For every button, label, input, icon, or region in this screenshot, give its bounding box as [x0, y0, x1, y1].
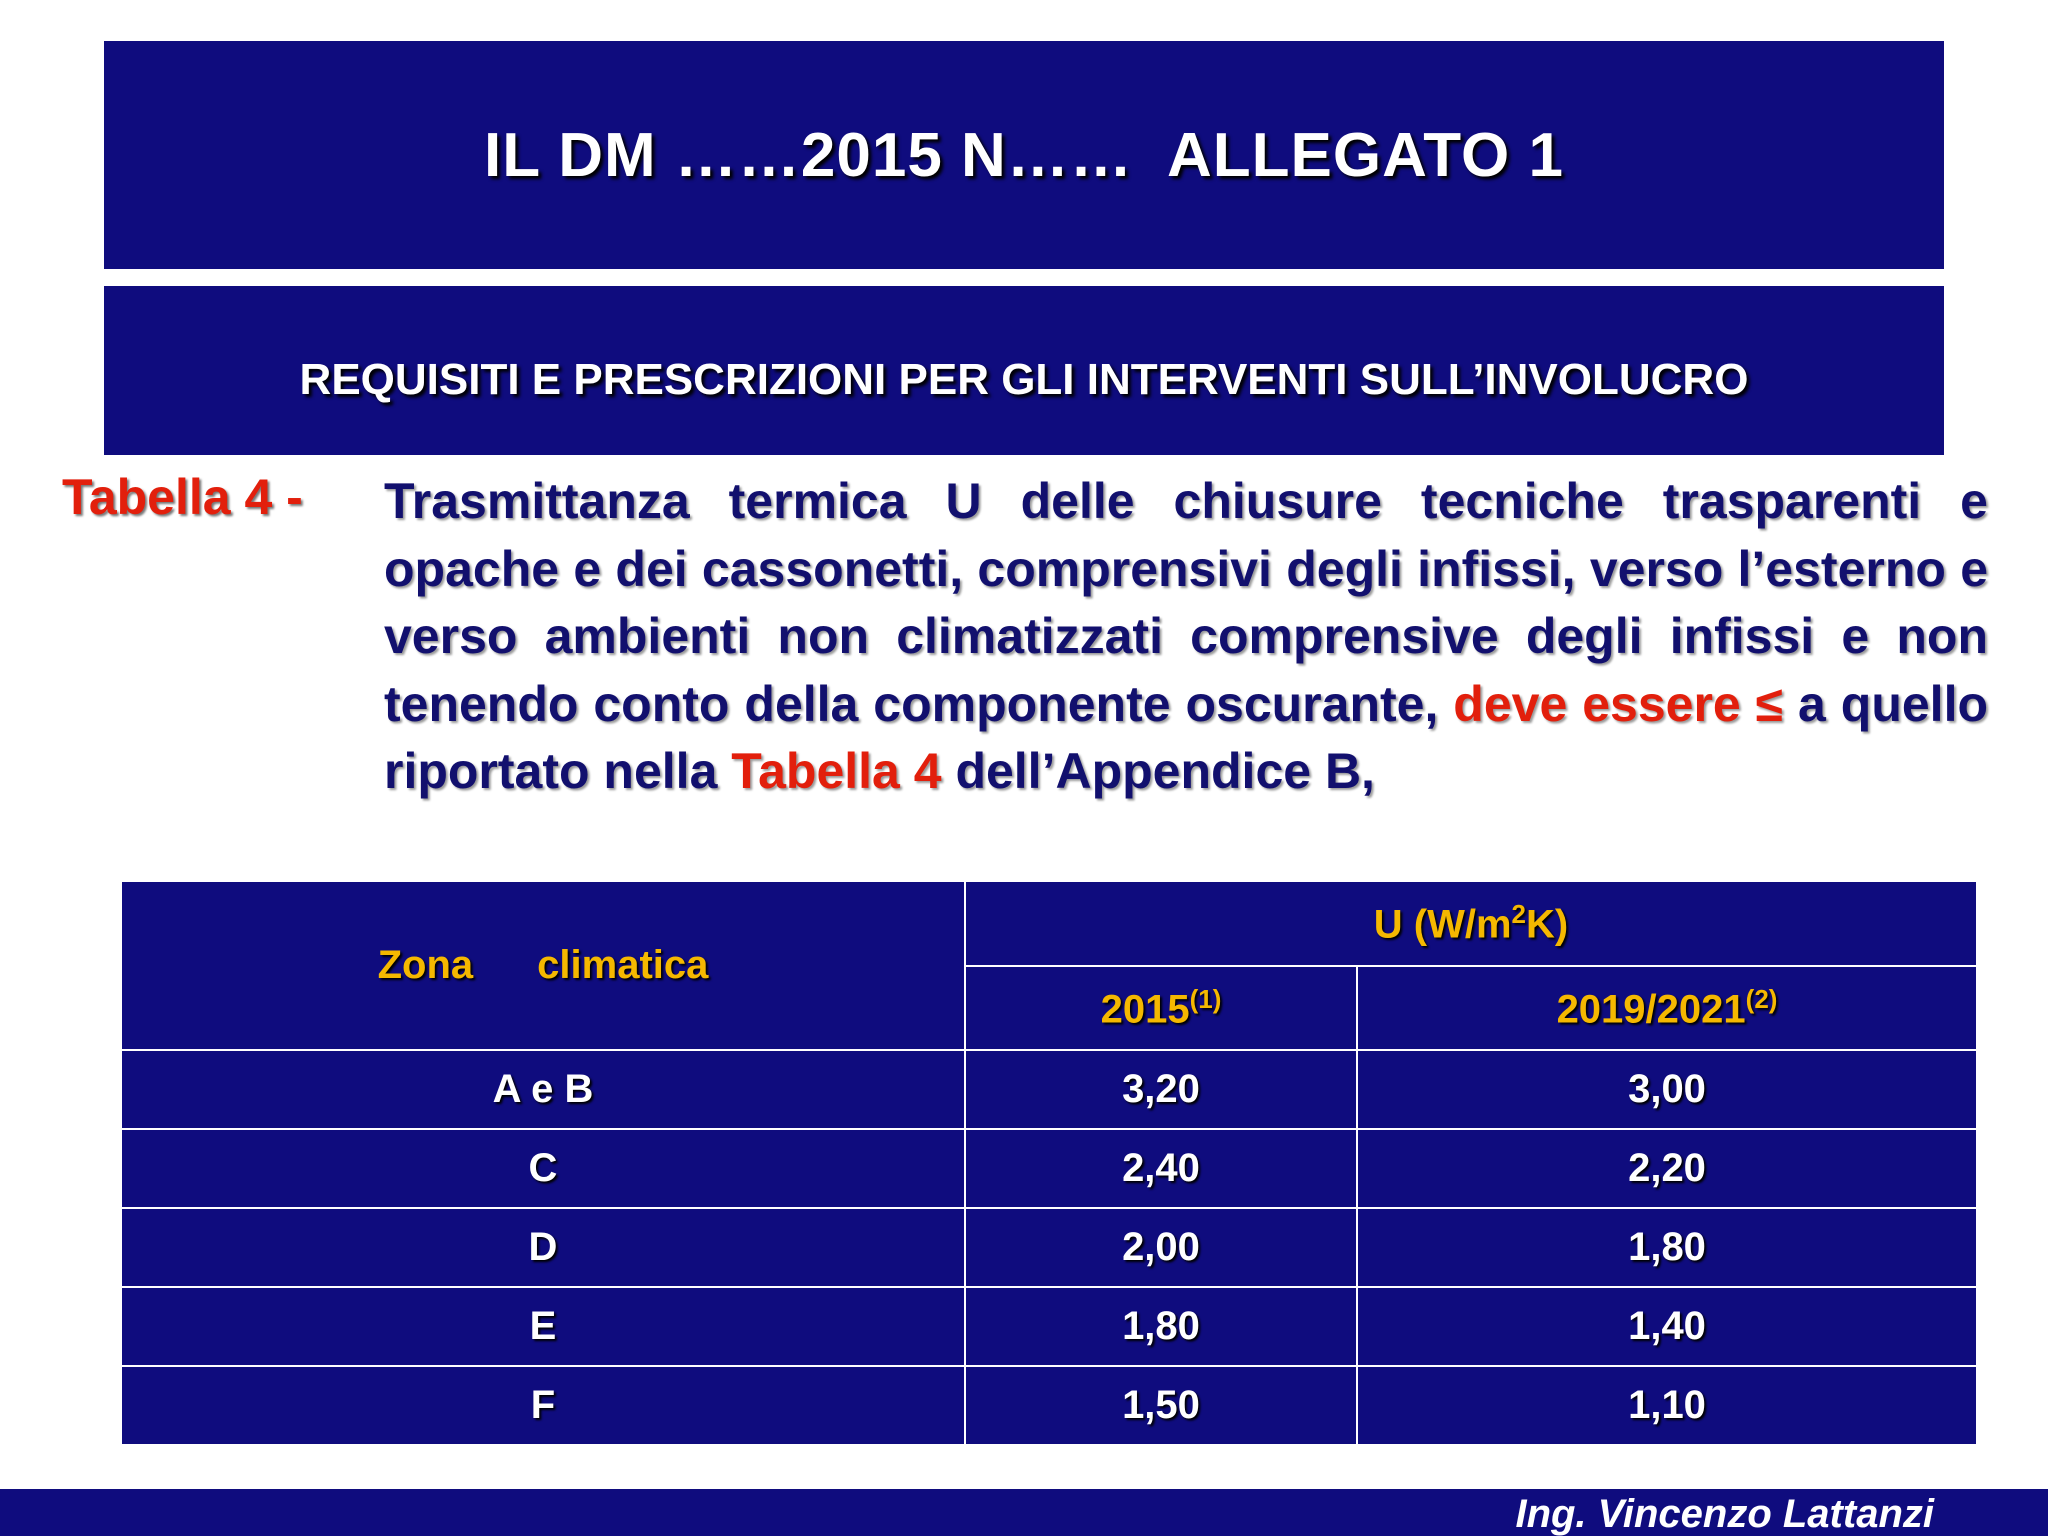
table-row: [121, 1208, 1977, 1287]
slide-subtitle: REQUISITI E PRESCRIZIONI PER GLI INTERVENTI SULL’INVOLUCRO: [299, 354, 1749, 404]
value-2019-2021-cell: 3,00: [1357, 1050, 1977, 1129]
subtitle-banner: [104, 286, 1944, 455]
value-2015-cell: 1,80: [965, 1287, 1357, 1366]
year-2019-2021-header: 2019/2021$^{(2)}$: [1357, 966, 1977, 1051]
value-2015-cell: 3,20: [965, 1050, 1357, 1129]
year-2015-header: 2015$^{(1)}$: [965, 966, 1357, 1051]
table-row: [121, 1050, 1977, 1129]
caption-text-part3: dell’Appendice B,: [941, 743, 1375, 799]
table-row: [121, 1366, 1977, 1445]
value-2015-cell: 2,00: [965, 1208, 1357, 1287]
table-row: [121, 1129, 1977, 1208]
caption-text-part2: a quello riportato nella: [384, 675, 1989, 799]
value-2019-2021-cell: 1,10: [1357, 1366, 1977, 1445]
value-2019-2021-cell: 1,80: [1357, 1208, 1977, 1287]
zone-cell: E: [121, 1287, 965, 1366]
footer-author: Ing. Vincenzo Lattanzi: [1515, 1492, 1934, 1536]
table-caption-label: Tabella 4 -: [62, 469, 303, 525]
zone-cell: F: [121, 1366, 965, 1445]
caption-highlight-table-ref: Tabella 4: [731, 743, 942, 799]
slide-title: IL DM ……2015 N…… ALLEGATO 1: [484, 120, 1564, 190]
title-banner: [104, 41, 1944, 269]
value-2019-2021-cell: 1,40: [1357, 1287, 1977, 1366]
zone-cell: A e B: [121, 1050, 965, 1129]
u-value-header: U $(W/m^2K)$: [965, 881, 1977, 966]
zone-cell: D: [121, 1208, 965, 1287]
value-2019-2021-cell: 2,20: [1357, 1129, 1977, 1208]
transmittance-table: [120, 880, 1978, 1446]
value-2015-cell: 1,50: [965, 1366, 1357, 1445]
caption-highlight-requirement: deve essere ≤: [1453, 675, 1784, 732]
table-row: [121, 1287, 1977, 1366]
zone-column-header: Zona climatica: [121, 881, 965, 1050]
caption-text-part1: Trasmittanza termica U delle chiusure tecniche trasparenti e opache e dei cassonetti, comprensivi degli infissi, verso l’esterno e verso ambienti non climatizzati comprensive degli infissi e non tenendo conto della componente oscurante,: [384, 473, 1988, 732]
value-2015-cell: 2,40: [965, 1129, 1357, 1208]
table-caption-text: [384, 468, 1988, 806]
zone-cell: C: [121, 1129, 965, 1208]
table-header-row-1: [121, 881, 1977, 966]
